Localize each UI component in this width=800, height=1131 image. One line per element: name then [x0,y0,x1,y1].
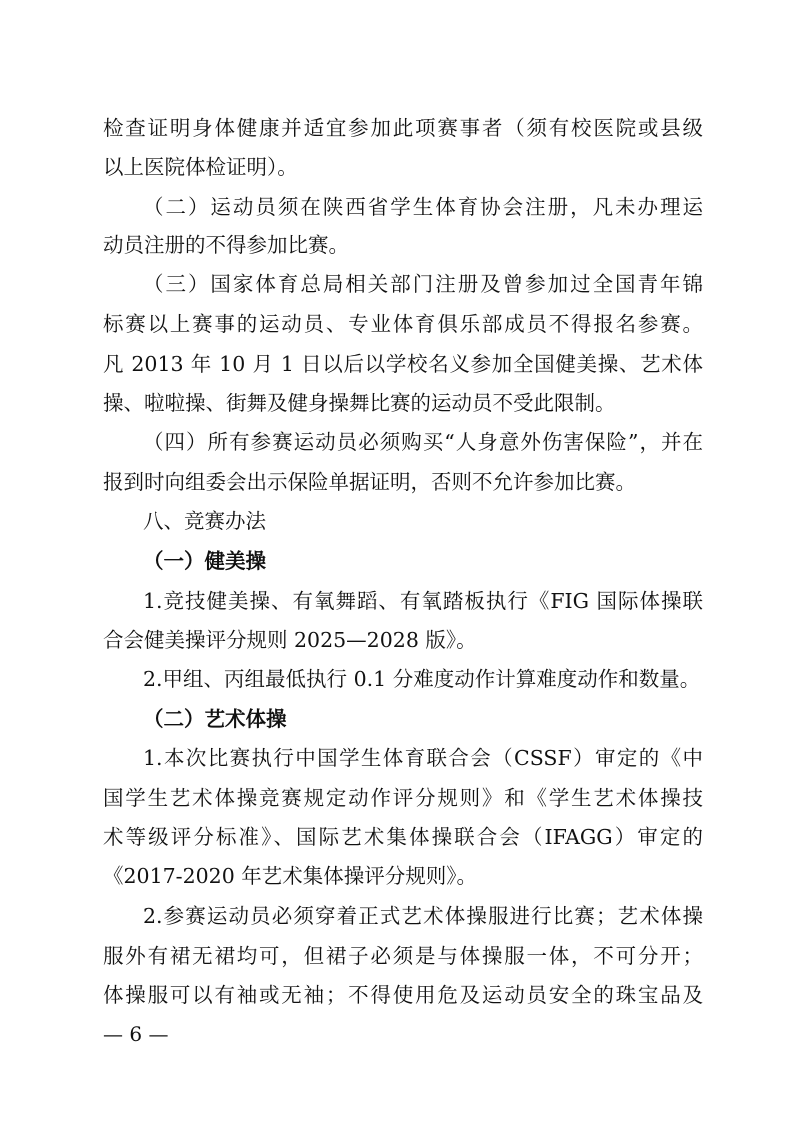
text-line-7: 凡 2013 年 10 月 1 日以后以学校名义参加全国健美操、艺术体 [103,352,703,376]
text-line-1: 检查证明身体健康并适宜参加此项赛事者（须有校医院或县级 [103,116,703,140]
text-line-15: 2.甲组、丙组最低执行 0.1 分难度动作计算难度动作和数量。 [143,667,701,691]
text-line-22: 服外有裙无裙均可，但裙子必须是与体操服一体，不可分开； [103,944,703,968]
text-line-14: 合会健美操评分规则 2025—2028 版》。 [103,628,477,652]
text-line-17: 1.本次比赛执行中国学生体育联合会（CSSF）审定的《中 [143,746,703,770]
text-line-4: 动员注册的不得参加比赛。 [103,233,349,257]
subsection-heading-rhythmic-gymnastics: （二）艺术体操 [143,707,287,731]
subsection-heading-aerobics: （一）健美操 [143,549,266,573]
text-line-13: 1.竞技健美操、有氧舞蹈、有氧踏板执行《FIG 国际体操联 [143,589,703,613]
page-number: — 6 — [103,1022,169,1046]
text-line-9: （四）所有参赛运动员必须购买“人身意外伤害保险”，并在 [143,430,703,454]
text-line-19: 术等级评分标准》、国际艺术集体操联合会（IFAGG）审定的 [103,825,703,849]
text-line-18: 国学生艺术体操竞赛规定动作评分规则》和《学生艺术体操技 [103,786,703,810]
text-line-23: 体操服可以有袖或无袖；不得使用危及运动员安全的珠宝品及 [103,983,703,1007]
text-line-8: 操、啦啦操、街舞及健身操舞比赛的运动员不受此限制。 [103,391,616,415]
section-heading-competition-methods: 八、竞赛办法 [143,509,266,533]
text-line-3: （二）运动员须在陕西省学生体育协会注册，凡未办理运 [143,195,703,219]
text-line-20: 《2017-2020 年艺术集体操评分规则》。 [103,864,478,888]
text-line-6: 标赛以上赛事的运动员、专业体育俱乐部成员不得报名参赛。 [103,312,703,336]
text-line-21: 2.参赛运动员必须穿着正式艺术体操服进行比赛；艺术体操 [143,904,703,928]
text-line-10: 报到时向组委会出示保险单据证明，否则不允许参加比赛。 [103,470,636,494]
text-line-2: 以上医院体检证明）。 [103,155,298,179]
text-line-5: （三）国家体育总局相关部门注册及曾参加过全国青年锦 [143,272,703,296]
